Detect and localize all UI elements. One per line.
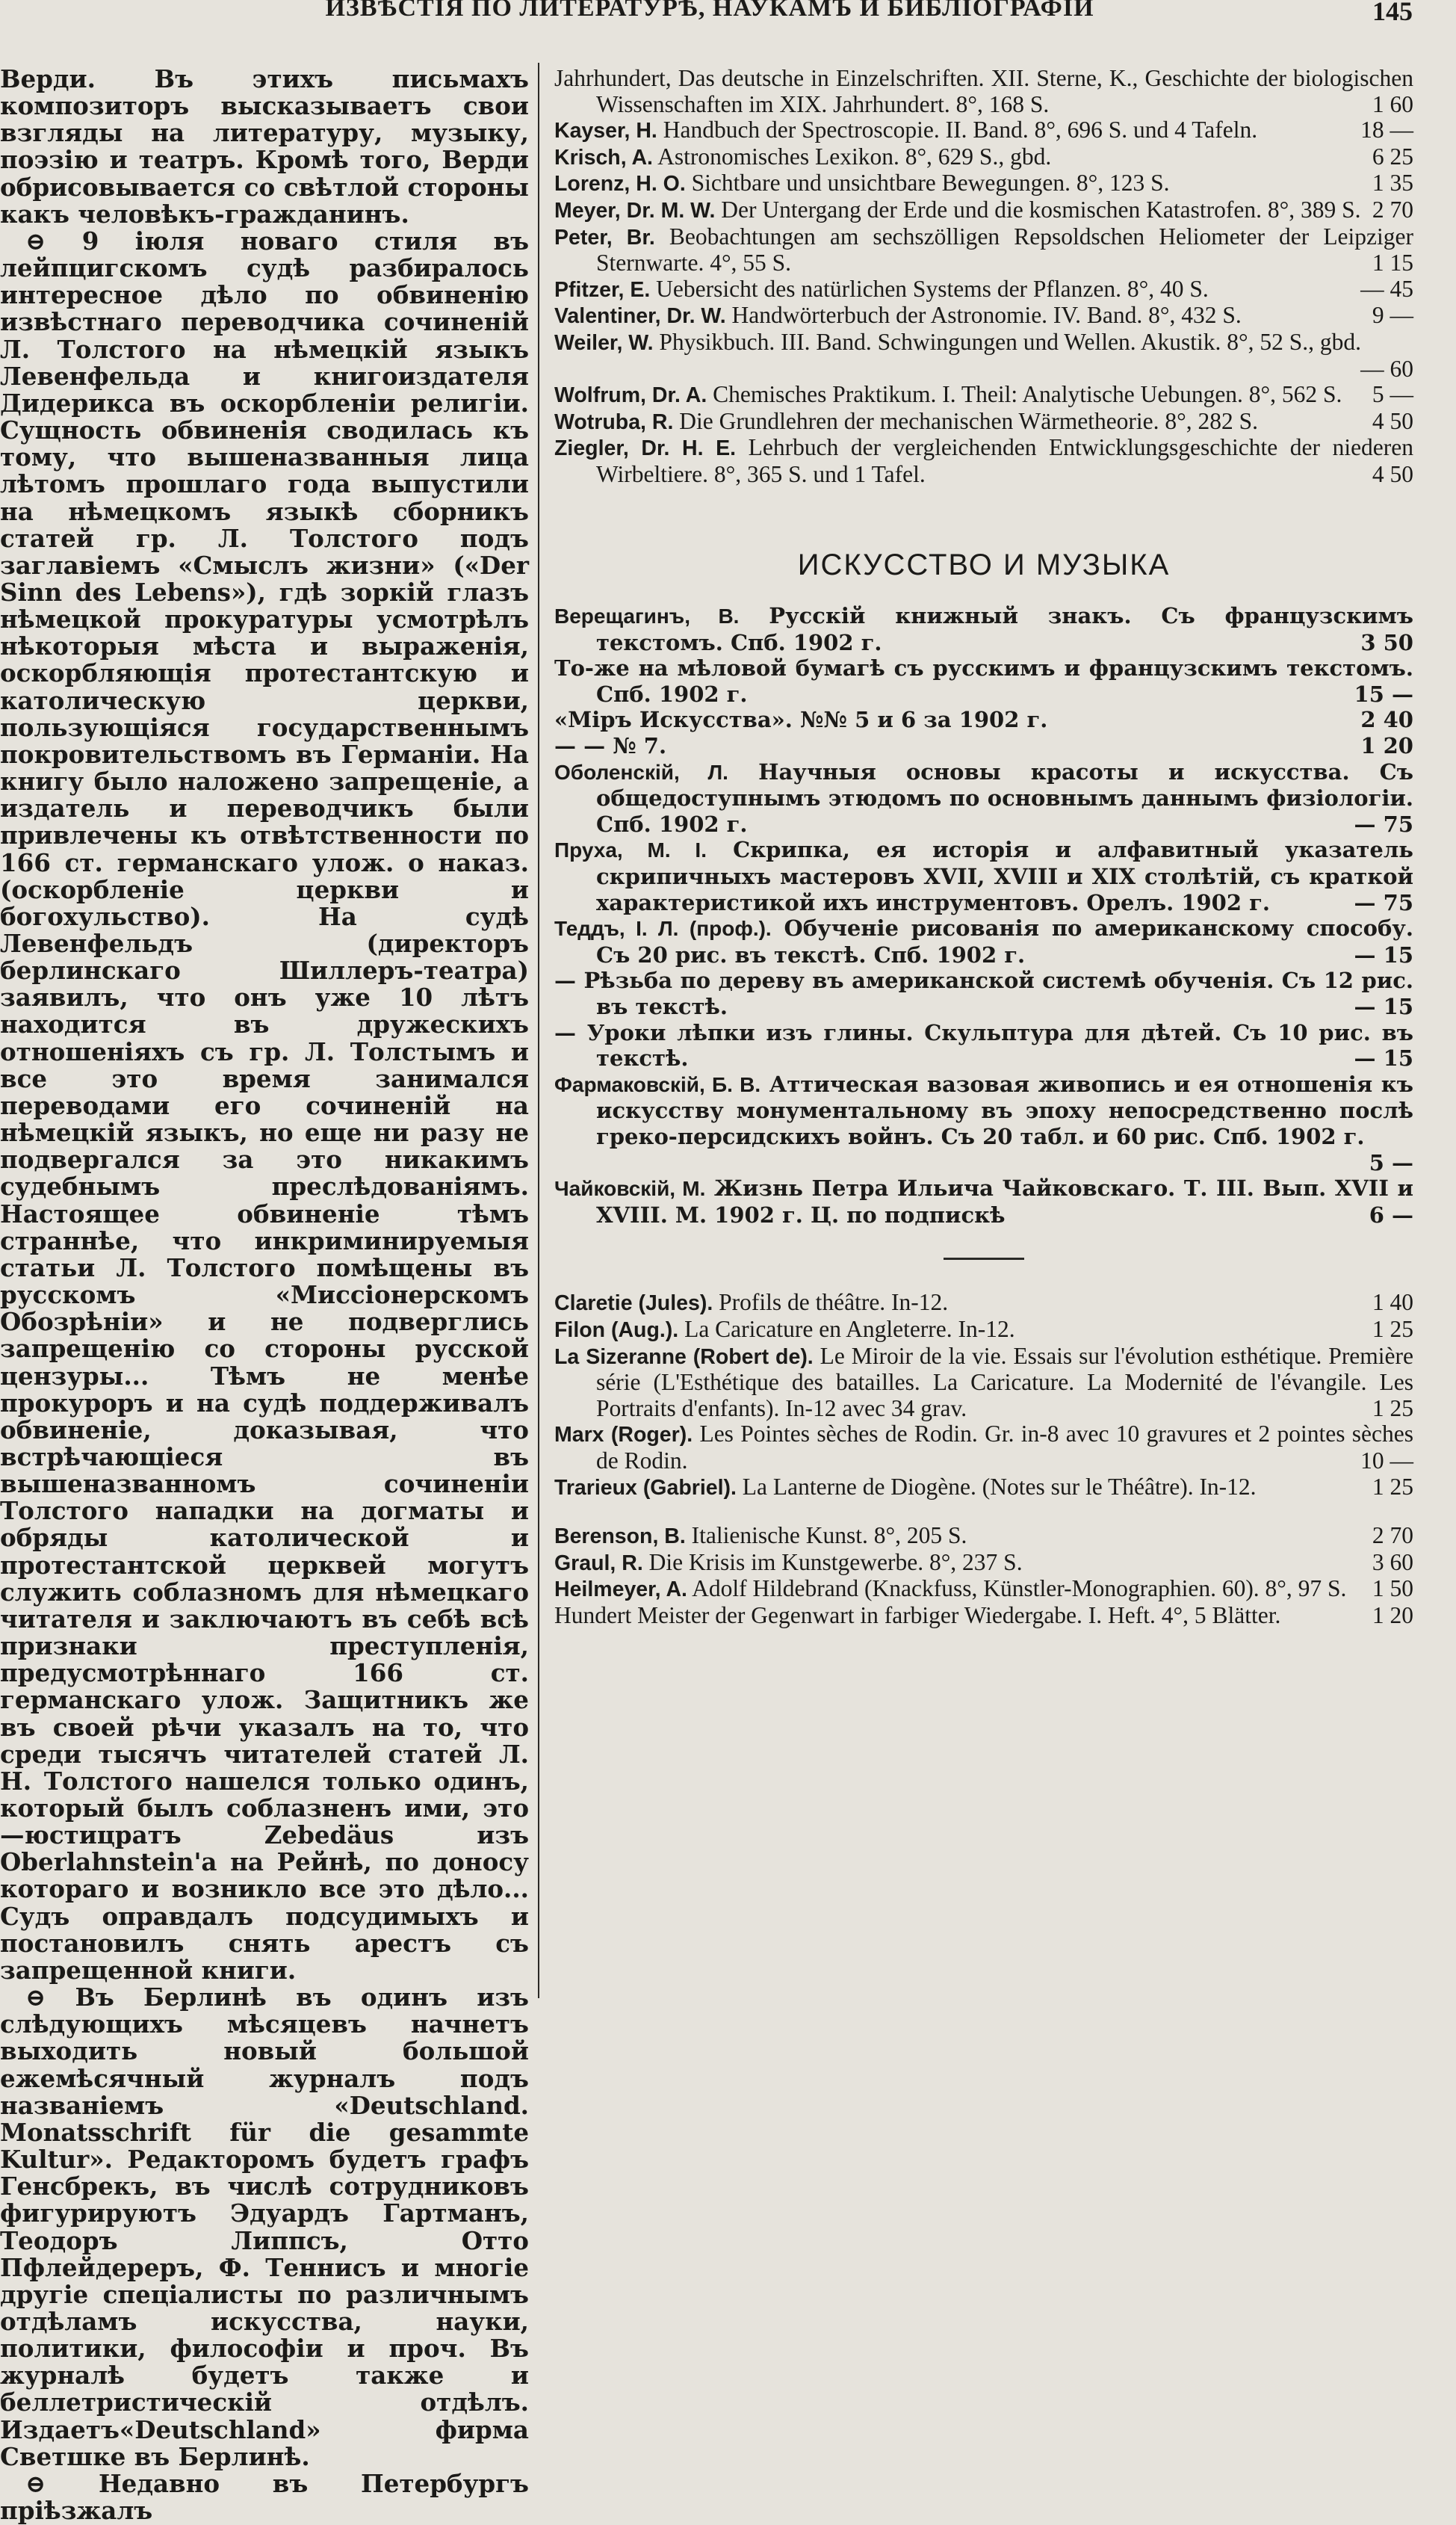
bibliography-entry (554, 382, 1413, 409)
entry-title: Die Grundlehren der mechanischen Wärmetheorie. 8°, 282 S. (679, 407, 1259, 434)
entry-title: Научныя основы красоты и искусства. Съ общедоступнымъ этюдомъ по основнымъ даннымъ физіологіи. Спб. 1902 г. (596, 758, 1413, 837)
bibliography-entry (554, 733, 1413, 759)
entry-title: La Lanterne de Diogène. (Notes sur le Théâtre). In-12. (742, 1473, 1257, 1500)
entry-title: — — № 7. (554, 733, 667, 759)
section-divider (944, 1258, 1024, 1260)
entry-author: Graul, R. (554, 1551, 643, 1575)
entry-title: Profils de théâtre. In-12. (719, 1289, 949, 1316)
bibliography-entry (554, 1175, 1413, 1228)
art-russian-list (554, 603, 1413, 1228)
entry-price: 18 — (1360, 117, 1413, 143)
entry-author: La Sizeranne (Robert de). (554, 1344, 814, 1369)
entry-title: Beobachtungen am sechszölligen Repsoldschen Heliometer der Leipziger Sternwarte. 4°, 55 S. (596, 223, 1413, 276)
science-book-list (554, 66, 1413, 488)
entry-price: — 15 (1354, 994, 1413, 1019)
column-divider (538, 63, 539, 1998)
entry-title: Lehrbuch der vergleichenden Entwicklungsgeschichte der niederen Wirbeltiere. 8°, 365 S. und 1 Tafel. (596, 434, 1414, 487)
entry-price: 3 60 (1372, 1548, 1413, 1575)
entry-author: Trarieux (Gabriel). (554, 1475, 737, 1500)
bibliography-entry (554, 303, 1413, 330)
bibliography-entry (554, 144, 1413, 171)
entry-author: Krisch, A. (554, 145, 653, 170)
page-number: 145 (1372, 0, 1413, 26)
entry-price: — 75 (1354, 889, 1413, 915)
entry-price: 6 25 (1372, 143, 1413, 170)
paragraph-tolstoy-trial: ⊖ 9 іюля новаго стиля въ лейпцигскомъ судѣ разбиралось интересное дѣло по обвиненію извѣстнаго переводчика сочиненій Л. Толстого на нѣмецкій языкъ Левенфельда и книгоиздателя Дидерикса въ оскорбленіи религіи. Сущность обвиненія сводилась къ тому, что вышеназванныя лица лѣтомъ прошлаго года выпустили на нѣмецкомъ языкѣ сборникъ статей гр. Л. Толстого подъ заглавіемъ «Смыслъ жизни» («Der Sinn des Lebens»), гдѣ зоркій глазъ нѣмецкой прокуратуры усмотрѣлъ нѣкоторыя мѣста и выраженія, оскорбляющія протестантскую и католическую церкви, пользующіяся государственнымъ покровительствомъ въ Германіи. На книгу было наложено запрещеніе, а издатель и переводчикъ были привлечены къ отвѣтственности по 166 ст. германскаго улож. о наказ. (оскорбленіе церкви и богохульство). На судѣ Левенфельдъ (директоръ берлинскаго Шиллеръ-театра) заявилъ, что онъ уже 10 лѣтъ находится въ дружескихъ отношеніяхъ съ гр. Л. Толстымъ и все это время занимался переводами его сочиненій на нѣмецкій языкъ, но еще ни разу не подвергался за это никакимъ судебнымъ преслѣдованіямъ. Настоящее обвиненіе тѣмъ страннѣе, что инкриминируемыя статьи Л. Толстого помѣщены въ русскомъ «Миссіонерскомъ Обозрѣніи» и не подверглись запрещенію со стороны русской цензуры... Тѣмъ не менѣе прокуроръ и на судѣ поддерживалъ обвиненіе, доказывая, что встрѣчающіеся въ вышеназванномъ сочиненіи Толстого нападки на догматы и обряды католической и протестантской церквей могутъ служить соблазномъ для нѣмецкаго читателя и заключаютъ въ себѣ всѣ признаки преступленія, предусмотрѣннаго 166 ст. германскаго улож. Защитникъ же въ своей рѣчи указалъ на то, что среди тысячъ читателей статей Л. Н. Толстого нашелся только одинъ, который былъ соблазненъ ими, это—юстицратъ Zebedäus изъ Oberlahnstein'а на Рейнѣ, по доносу котораго и возникло все это дѣло... Судъ оправдалъ подсудимыхъ и постановилъ снять арестъ съ запрещенной книги. (0, 226, 529, 1985)
entry-price: — 15 (1354, 1045, 1413, 1072)
entry-price: 6 — (1369, 1202, 1413, 1228)
entry-price: 2 70 (1372, 196, 1413, 223)
entry-author: Верещагинъ, В. (554, 605, 740, 628)
bibliography-entry (554, 837, 1413, 915)
entry-price: — 15 (1354, 942, 1413, 968)
entry-title: Жизнь Петра Ильича Чайковскаго. Т. III. Вып. XVII и XVIII. М. 1902 г. Ц. по подпискѣ (596, 1175, 1413, 1228)
entry-author: Berenson, B. (554, 1524, 686, 1549)
entry-price: 4 50 (1372, 460, 1413, 487)
entry-title: Adolf Hildebrand (Knackfuss, Künstler-Monographien. 60). 8°, 97 S. (692, 1575, 1347, 1602)
entry-author: Claretie (Jules). (554, 1291, 713, 1316)
entry-title: Les Pointes sèches de Rodin. Gr. in-8 avec 10 gravures et 2 pointes sèches de Rodin. (596, 1421, 1413, 1474)
entry-author: Peter, Br. (554, 225, 655, 250)
entry-title: Astronomisches Lexikon. 8°, 629 S., gbd. (657, 143, 1052, 170)
bibliography-entry (554, 1576, 1413, 1603)
entry-author: Pfitzer, E. (554, 277, 651, 302)
bibliography-entry (554, 968, 1413, 1019)
paragraph-petersburg: ⊖ Недавно въ Петербургъ пріѣзжалъ (0, 2468, 529, 2525)
entry-price: 1 25 (1372, 1394, 1413, 1421)
entry-price: 1 60 (1372, 90, 1413, 117)
art-german-list (554, 1523, 1413, 1628)
entry-title: Sichtbare und unsichtbare Bewegungen. 8°, 123 S. (691, 170, 1170, 197)
entry-title: Physikbuch. III. Band. Schwingungen und Wellen. Akustik. 8°, 52 S., gbd. (659, 328, 1361, 355)
entry-title: Аттическая вазовая живопись и ея отношенія къ искусству монументальному въ эпоху непосредственно послѣ греко-персидскихъ войнъ. Съ 20 табл. и 60 рис. Спб. 1902 г. (596, 1071, 1413, 1149)
bibliography-entry (554, 1317, 1413, 1344)
bibliography-entry (554, 655, 1413, 707)
entry-price: 10 — (1360, 1447, 1413, 1474)
entry-price: 1 25 (1372, 1473, 1413, 1500)
running-title: ИЗВѢСТІЯ ПО ЛИТЕРАТУРѢ, НАУКАМЪ И БИБЛІОГРАФІИ (325, 0, 1094, 22)
entry-price: 1 15 (1372, 250, 1413, 276)
entry-author: Чайковскій, М. (554, 1177, 706, 1201)
bibliography-entry (554, 1603, 1413, 1629)
entry-title: Die Krisis im Kunstgewerbe. 8°, 237 S. (648, 1548, 1023, 1575)
entry-author: Теддъ, І. Л. (проф.). (554, 917, 772, 941)
bibliography-entry (554, 170, 1413, 197)
bibliography-entry (554, 409, 1413, 436)
entry-title: Jahrhundert, Das deutsche in Einzelschriften. XII. Sterne, K., Geschichte der biologischen Wissenschaften im XIX. Jahrhundert. 8°, 168 S. (554, 65, 1413, 117)
entry-author: Meyer, Dr. M. W. (554, 198, 716, 223)
bibliography-entry (554, 330, 1413, 382)
entry-price: 1 35 (1372, 170, 1413, 197)
bibliography-entry (554, 1421, 1413, 1474)
bibliography-entry (554, 915, 1413, 968)
entry-price: 2 70 (1372, 1522, 1413, 1549)
entry-title: Italienische Kunst. 8°, 205 S. (691, 1522, 967, 1549)
entry-author: Lorenz, H. O. (554, 172, 686, 197)
entry-title: Uebersicht des natürlichen Systems der Pflanzen. 8°, 40 S. (656, 275, 1209, 302)
entry-author: Marx (Roger). (554, 1423, 693, 1447)
entry-title: Chemisches Praktikum. I. Theil: Analytische Uebungen. 8°, 562 S. (713, 381, 1342, 408)
entry-title: «Міръ Искусства». №№ 5 и 6 за 1902 г. (554, 707, 1048, 733)
bibliography-entry (554, 435, 1413, 487)
bibliography-entry (554, 1550, 1413, 1577)
entry-author: Wolfrum, Dr. A. (554, 383, 707, 408)
entry-title: Der Untergang der Erde und die kosmischen Katastrofen. 8°, 389 S. (721, 196, 1361, 223)
bibliography-entry (554, 66, 1413, 117)
right-column (554, 66, 1413, 1628)
entry-author: Ziegler, Dr. H. E. (554, 436, 737, 461)
left-column (0, 66, 529, 2524)
bibliography-entry (554, 603, 1413, 655)
entry-author: Пруха, М. І. (554, 838, 707, 862)
entry-title: Обученіе рисованія по американскому способу. Съ 20 рис. въ текстѣ. Спб. 1902 г. (596, 915, 1413, 968)
entry-price: 9 — (1372, 302, 1413, 329)
bibliography-entry (554, 1290, 1413, 1317)
entry-author: Wotruba, R. (554, 409, 674, 434)
entry-price: 1 20 (1360, 733, 1413, 759)
page-header (0, 0, 1456, 26)
entry-price: 5 — (1369, 1149, 1413, 1175)
bibliography-entry (554, 707, 1413, 733)
entry-author: Kayser, H. (554, 119, 657, 143)
entry-price: — 60 (1360, 355, 1413, 382)
entry-title: Le Miroir de la vie. Essais sur l'évolution esthétique. Première série (L'Esthétique des batailles. La Caricature. La Modernité de l'évangile. Les Portraits d'enfants). In-12 avec 34 grav. (596, 1342, 1413, 1421)
bibliography-entry (554, 1474, 1413, 1501)
entry-price: 1 20 (1372, 1601, 1413, 1628)
entry-price: 4 50 (1372, 407, 1413, 434)
entry-price: 1 25 (1372, 1315, 1413, 1342)
bibliography-entry (554, 1072, 1413, 1175)
entry-price: 2 40 (1360, 707, 1413, 733)
bibliography-entry (554, 276, 1413, 303)
art-french-list (554, 1290, 1413, 1501)
paragraph-verdi: Верди. Въ этихъ письмахъ композиторъ высказываетъ свои взгляды на литературу, музыку, поэзію и театръ. Кромѣ того, Верди обрисовывается со свѣтлой стороны какъ человѣкъ-гражданинъ. (0, 64, 529, 229)
entry-price: 1 40 (1372, 1289, 1413, 1316)
bibliography-entry (554, 1523, 1413, 1550)
entry-price: 15 — (1354, 681, 1413, 707)
entry-author: Heilmeyer, A. (554, 1577, 687, 1602)
entry-price: — 75 (1354, 811, 1413, 837)
entry-title: То-же на мѣловой бумагѣ съ русскимъ и французскимъ текстомъ. Спб. 1902 г. (554, 655, 1413, 707)
bibliography-entry (554, 1020, 1413, 1072)
entry-title: Hundert Meister der Gegenwart in farbiger Wiedergabe. I. Heft. 4°, 5 Blätter. (554, 1601, 1281, 1628)
entry-price: — 45 (1360, 275, 1413, 302)
entry-author: Filon (Aug.). (554, 1317, 679, 1342)
entry-title: Скрипка, ея исторія и алфавитный указатель скрипичныхъ мастеровъ XVII, XVIII и XIX столѣтій, съ краткой характеристикой ихъ инструментовъ. Орелъ. 1902 г. (596, 837, 1413, 915)
entry-author: Valentiner, Dr. W. (554, 304, 726, 329)
entry-price: 1 50 (1372, 1575, 1413, 1602)
entry-author: Weiler, W. (554, 330, 654, 355)
entry-price: 5 — (1372, 381, 1413, 408)
bibliography-entry (554, 224, 1413, 276)
entry-price: 3 50 (1360, 629, 1413, 655)
entry-title: — Рѣзьба по дереву въ американской системѣ обученія. Съ 12 рис. въ текстѣ. (554, 968, 1413, 1019)
bibliography-entry (554, 759, 1413, 838)
entry-title: Handwörterbuch der Astronomie. IV. Band. 8°, 432 S. (731, 302, 1242, 329)
entry-title: La Caricature en Angleterre. In-12. (684, 1315, 1015, 1342)
paragraph-deutschland-journal: ⊖ Въ Берлинѣ въ одинъ изъ слѣдующихъ мѣсяцевъ начнетъ выходить новый большой ежемѣсячный журналъ подъ названіемъ «Deutschland. Monatsschrift für die gesammte Kultur». Редакторомъ будетъ графъ Генсбрекъ, въ числѣ сотрудниковъ фигурируютъ Эдуардъ Гартманъ, Теодоръ Липпсъ, Отто Пфлейдереръ, Ф. Теннисъ и многіе другіе спеціалисты по различнымъ отдѣламъ искусства, науки, политики, философіи и проч. Въ журналѣ будетъ также и беллетристическій отдѣлъ. Издаетъ«Deutschland» фирма Светшке въ Берлинѣ. (0, 1982, 529, 2471)
list-gap (554, 1501, 1413, 1523)
entry-title: Русскій книжный знакъ. Съ французскимъ текстомъ. Спб. 1902 г. (596, 603, 1413, 655)
entry-author: Оболенскій, Л. (554, 760, 728, 784)
section-title-art: ИСКУССТВО И МУЗЫКА (797, 548, 1171, 581)
bibliography-entry (554, 1344, 1413, 1422)
bibliography-entry (554, 117, 1413, 144)
entry-title: Handbuch der Spectroscopie. II. Band. 8°, 696 S. und 4 Tafeln. (663, 117, 1258, 143)
entry-title: — Уроки лѣпки изъ глины. Скульптура для дѣтей. Съ 10 рис. въ текстѣ. (554, 1019, 1413, 1072)
bibliography-entry (554, 197, 1413, 224)
entry-author: Фармаковскій, Б. В. (554, 1072, 761, 1096)
